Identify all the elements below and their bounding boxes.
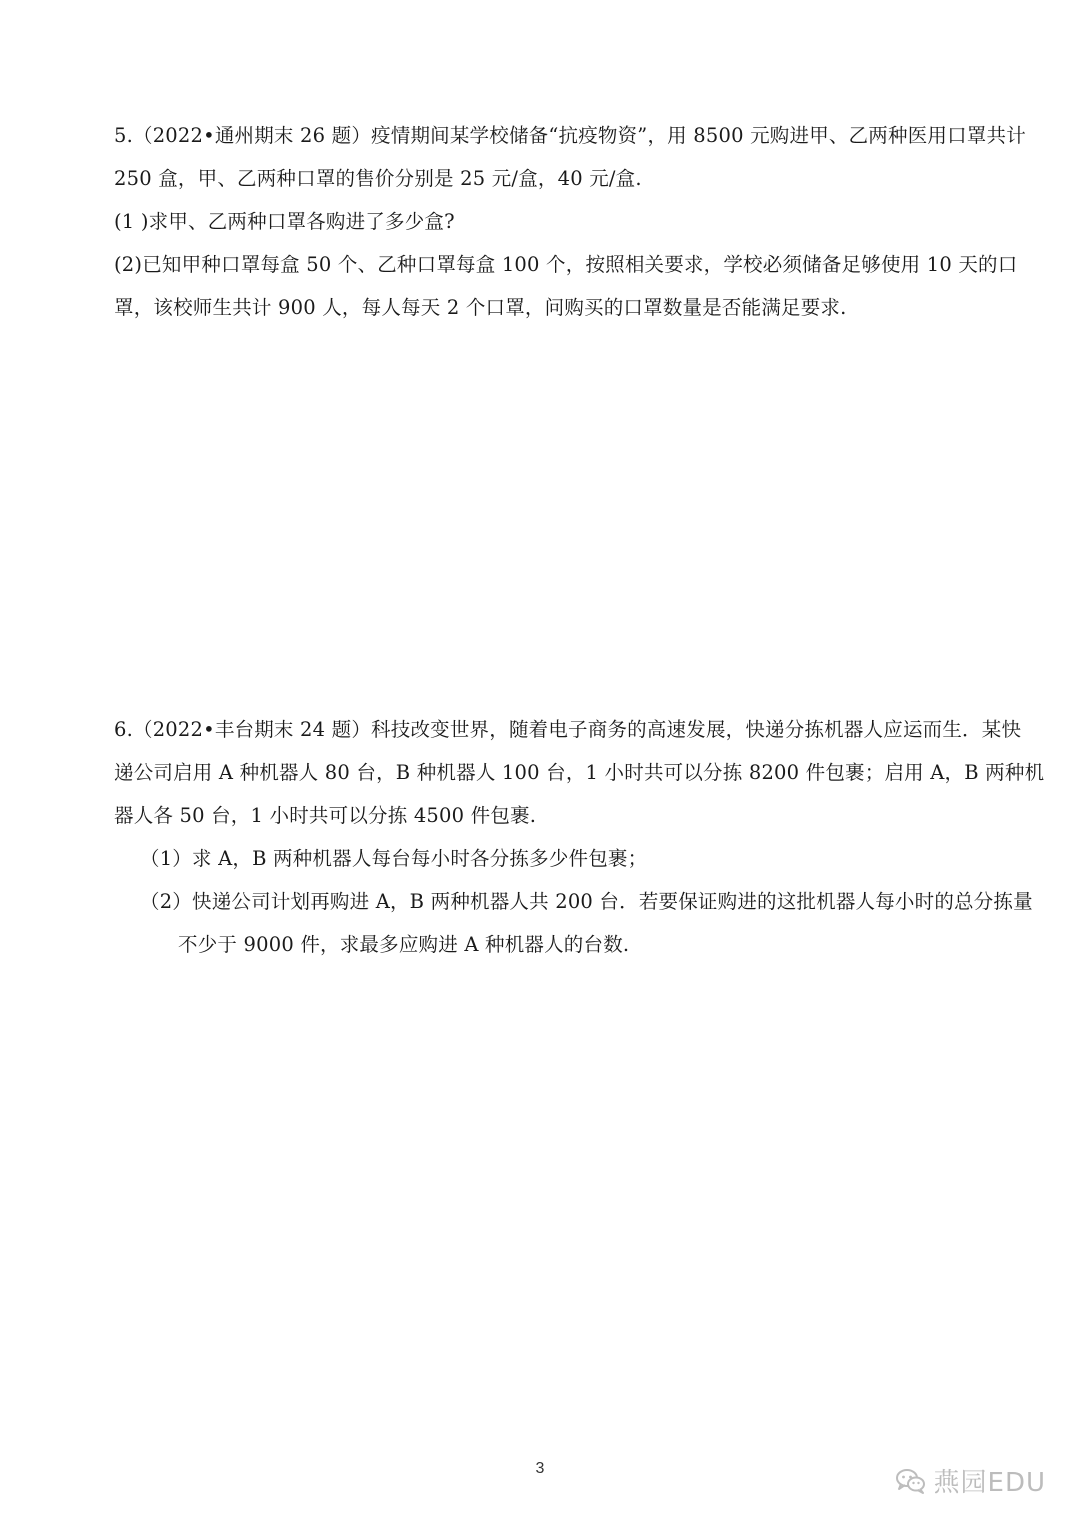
question-6-part-1: （1）求 A，B 两种机器人每台每小时各分拣多少件包裹；	[140, 847, 648, 870]
question-6-part-2: （2）快递公司计划再购进 A，B 两种机器人共 200 台．若要保证购进的这批机器人每小时的总分拣量	[140, 890, 1033, 913]
question-6-line-3: 器人各 50 台，1 小时共可以分拣 4500 件包裹.	[114, 804, 537, 827]
wechat-icon	[896, 1468, 926, 1494]
watermark-text: 燕园EDU	[933, 1468, 1046, 1498]
question-5	[114, 114, 1026, 329]
question-5-part-1: (1 )求甲、乙两种口罩各购进了多少盒?	[114, 210, 455, 233]
question-5-part-2-cont: 罩，该校师生共计 900 人，每人每天 2 个口罩，问购买的口罩数量是否能满足要求.	[114, 296, 847, 319]
page-number: 3	[535, 1460, 545, 1477]
question-6-line-2: 递公司启用 A 种机器人 80 台，B 种机器人 100 台，1 小时共可以分拣 8200 件包裹；启用 A，B 两种机	[114, 761, 1045, 784]
question-6-line-1: 6.（2022•丰台期末 24 题）科技改变世界，随着电子商务的高速发展，快递分拣机器人应运而生．某快	[114, 718, 1022, 741]
watermark	[896, 1462, 1046, 1499]
question-5-line-1: 5.（2022•通州期末 26 题）疫情期间某学校储备“抗疫物资”，用 8500 元购进甲、乙两种医用口罩共计	[114, 124, 1026, 147]
question-6-part-2-cont: 不少于 9000 件，求最多应购进 A 种机器人的台数.	[178, 933, 630, 956]
question-5-part-2: (2)已知甲种口罩每盒 50 个、乙种口罩每盒 100 个，按照相关要求，学校必须储备足够使用 10 天的口	[114, 253, 1018, 276]
question-6	[114, 708, 1045, 966]
question-5-line-2: 250 盒，甲、乙两种口罩的售价分别是 25 元/盒，40 元/盒.	[114, 167, 642, 190]
